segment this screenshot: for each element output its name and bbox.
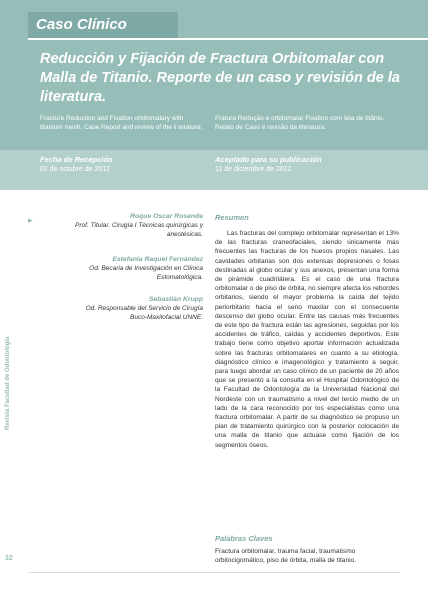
author-role: Od. Becaria de Investigación en Clínica Estomatológica. (89, 265, 203, 281)
keywords-heading: Palabras Claves (215, 534, 273, 543)
received-label: Fecha de Recepción (40, 155, 113, 164)
author-1 (70, 212, 203, 239)
journal-name: Revista Facultad de Odontología (5, 336, 11, 430)
bottom-rule (28, 572, 400, 573)
arrow-icon: ▸ (28, 215, 33, 225)
abstract-heading: Resumen (215, 213, 249, 222)
received-value: 02 de octubre de 2012 (40, 166, 111, 173)
portuguese-title: Fratura Redução e orbitomalar Fixation com tela de titânio. Relato de Caso e revisão da literatura. (215, 115, 385, 131)
author-name: Sebastián Krupp (148, 296, 203, 303)
accepted-value: 11 de diciembre de 2012 (215, 166, 292, 173)
author-role: Od. Responsable del Servicio de Cirugía Buco-Maxilofacial UNNE. (85, 305, 203, 321)
author-2 (70, 255, 203, 282)
section-label: Caso Clínico (28, 12, 178, 38)
accepted-date (215, 155, 322, 175)
received-date (40, 155, 113, 175)
abstract-body: Las fracturas del complejo orbitomalar representan el 13% de las fracturas craneofaciales, siendo únicamente más frecuentes las fracturas de los huesos propios nasales. Las cavidades orbitarias son dos extensas depresiones o fosas destinadas al globo ocular y sus anexos, presentan una forma de pirámide cuadrilátera. Es el caso de una fractura orbitomalar o de piso de órbita, no siempre afecta los rebordes orbitarios, siendo el mayor problema la caída del tejido periorbitario hacia el seno maxilar con el consecuente descenso del globo ocular. Entre las causas más frecuentes de este tipo de fractura están las agresiones, seguidas por los accidentes de tráfico, caídas y accidentes deportivos. Este trabajo tiene como objetivo aportar información actualizada sobre las fracturas orbitomalares en cuanto a su etiología, diagnóstico clínico e imagenológico y tratamiento a seguir, para luego abordar un caso clínico de un paciente de 20 años que se presentó a la consulta en el Hospital Odontológico de la Facultad de Odontología de la Universidad Nacional del Nordeste con un traumatismo a nivel del tercio medio de un lado de la cara reconocido por los especialistas como una fractura orbitomalar. A partir de su diagnóstico se propuso un plan de tratamiento quirúrgico con la posterior colocación de una malla de titanio que actuase como fijación de los segmentos óseos. (215, 230, 399, 449)
author-name: Estefanía Raquel Fernández (112, 256, 203, 263)
article-title: Reducción y Fijación de Fractura Orbitomalar con Malla de Titanio. Reporte de un caso y revisión de la literatura. (40, 51, 400, 105)
author-3 (70, 295, 203, 322)
author-role: Prof. Titular. Cirugía I Técnicas quirúrgicas y anestésicas. (75, 222, 203, 238)
keywords-body: Fractura orbitomalar, trauma facial, traumatismo orbitocigomático, piso de órbita, malla de titanio. (215, 548, 357, 565)
section-divider (28, 38, 428, 40)
section-bar (0, 0, 428, 40)
page-number: 32 (5, 555, 13, 562)
author-name: Roque Oscar Rosende (130, 213, 203, 220)
english-title: Fracture Reduction and Fixation orbitomalary with titanium mesh. Case Report and review of the li terature. (40, 115, 203, 131)
accepted-label: Aceptado para su publicación (215, 155, 322, 164)
